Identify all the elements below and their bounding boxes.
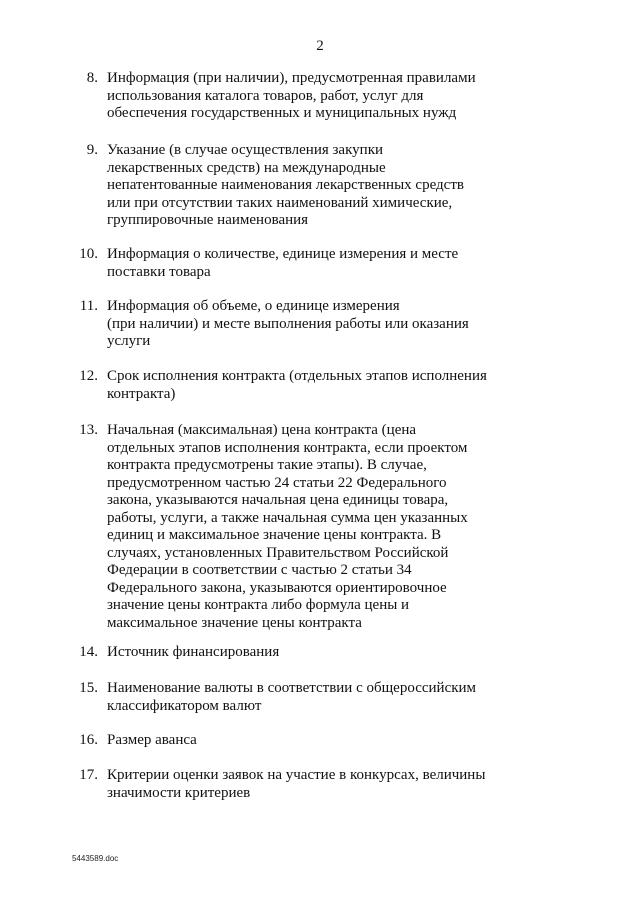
item-text: Источник финансирования bbox=[107, 644, 280, 660]
item-text: Начальная (максимальная) цена контракта (цена отдельных этапов исполнения контракта, если проектом контракта предусмотрены такие этапы). В случае, предусмотренном частью 24 статьи 22 Федерального закона, указываются начальная цена единицы товара, работы, услуги, а также начальная сумма цен указанных единиц и максимальное значение цены контракта. В случаях, установленных Правительством Российской Федерации в соответствии с частью 2 статьи 34 Федерального закона, указываются ориентировочное значение цены контракта либо формула цены и максимальное значение цены контракта bbox=[107, 422, 468, 631]
item-number: 12. bbox=[79, 368, 98, 384]
item-number: 8. bbox=[86, 70, 98, 86]
item-text: Размер аванса bbox=[107, 732, 197, 748]
item-number: 17. bbox=[79, 767, 98, 783]
item-number: 15. bbox=[79, 680, 98, 696]
item-text: Информация о количестве, единице измерения и месте поставки товара bbox=[107, 246, 459, 280]
item-number: 13. bbox=[79, 422, 98, 438]
item-text: Критерии оценки заявок на участие в конкурсах, величины значимости критериев bbox=[107, 767, 486, 801]
item-number: 16. bbox=[79, 732, 98, 748]
item-number: 9. bbox=[86, 142, 98, 158]
item-text: Информация об объеме, о единице измерения (при наличии) и месте выполнения работы или оказания услуги bbox=[107, 298, 469, 349]
item-text: Срок исполнения контракта (отдельных этапов исполнения контракта) bbox=[107, 368, 487, 402]
document-filename: 5443589.doc bbox=[72, 854, 119, 863]
item-text: Указание (в случае осуществления закупки лекарственных средств) на международные непатентованные наименования лекарственных средств или при отсутствии таких наименований химические, группировочные наименования bbox=[107, 142, 464, 228]
item-text: Наименование валюты в соответствии с общероссийским классификатором валют bbox=[107, 680, 477, 714]
item-number: 11. bbox=[79, 298, 98, 314]
item-number: 10. bbox=[79, 246, 98, 262]
item-number: 14. bbox=[79, 644, 98, 660]
page-number: 2 bbox=[316, 38, 324, 54]
item-text: Информация (при наличии), предусмотренная правилами использования каталога товаров, работ, услуг для обеспечения государственных и муниципальных нужд bbox=[107, 70, 476, 121]
